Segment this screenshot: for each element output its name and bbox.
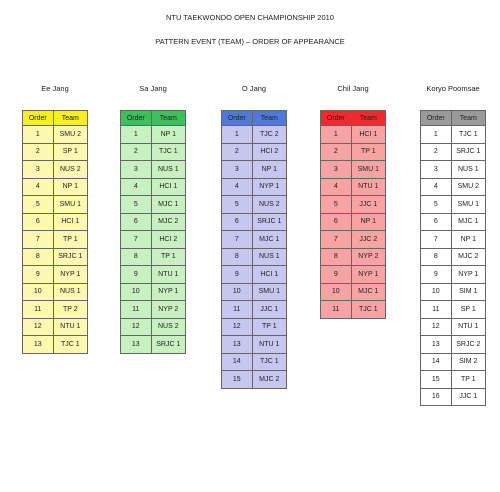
- team-cell: SIM 1: [451, 283, 485, 301]
- order-cell: 2: [421, 143, 452, 161]
- order-cell: 11: [222, 301, 253, 319]
- team-cell: HCI 1: [252, 266, 286, 284]
- order-cell: 9: [121, 266, 152, 284]
- team-cell: SP 1: [53, 143, 87, 161]
- order-cell: 10: [321, 283, 352, 301]
- team-cell: SMU 2: [451, 178, 485, 196]
- table-row: [121, 318, 186, 336]
- column-header-order: Order: [321, 111, 352, 126]
- table-row: [421, 248, 486, 266]
- table-row: [421, 196, 486, 214]
- order-cell: 12: [121, 318, 152, 336]
- team-cell: SMU 1: [451, 196, 485, 214]
- table-header-row: [321, 111, 386, 126]
- team-cell: SMU 1: [252, 283, 286, 301]
- table-row: [321, 143, 386, 161]
- order-cell: 1: [421, 126, 452, 144]
- order-cell: 13: [421, 336, 452, 354]
- order-cell: 7: [222, 231, 253, 249]
- team-cell: NUS 2: [53, 161, 87, 179]
- order-cell: 5: [23, 196, 54, 214]
- team-cell: NUS 1: [151, 161, 185, 179]
- order-cell: 4: [321, 178, 352, 196]
- order-cell: 2: [121, 143, 152, 161]
- order-cell: 4: [222, 178, 253, 196]
- table-header-row: [23, 111, 88, 126]
- table-row: [121, 336, 186, 354]
- group-name: Koryo Poomsae: [426, 84, 480, 93]
- order-cell: 1: [222, 126, 253, 144]
- team-cell: TP 1: [451, 371, 485, 389]
- team-cell: TP 1: [351, 143, 385, 161]
- table-row: [421, 143, 486, 161]
- group-name: O Jang: [241, 84, 267, 93]
- table-row: [421, 371, 486, 389]
- order-cell: 2: [23, 143, 54, 161]
- team-cell: MJC 1: [451, 213, 485, 231]
- table-row: [121, 161, 186, 179]
- team-cell: TP 1: [53, 231, 87, 249]
- order-cell: 11: [23, 301, 54, 319]
- document-subtitle: PATTERN EVENT (TEAM) – ORDER OF APPEARANCE: [155, 37, 345, 46]
- order-cell: 13: [23, 336, 54, 354]
- order-cell: 8: [23, 248, 54, 266]
- team-cell: NTU 1: [53, 318, 87, 336]
- team-cell: NYP 1: [252, 178, 286, 196]
- table-row: [321, 196, 386, 214]
- team-cell: SP 1: [451, 301, 485, 319]
- order-cell: 10: [421, 283, 452, 301]
- group-name: Chil Jang: [337, 84, 369, 93]
- order-cell: 5: [321, 196, 352, 214]
- order-cell: 3: [23, 161, 54, 179]
- team-cell: MJC 1: [252, 231, 286, 249]
- order-cell: 7: [121, 231, 152, 249]
- order-cell: 1: [23, 126, 54, 144]
- order-cell: 1: [121, 126, 152, 144]
- order-cell: 5: [421, 196, 452, 214]
- column-header-team: Team: [53, 111, 87, 126]
- table-row: [23, 318, 88, 336]
- order-cell: 14: [222, 353, 253, 371]
- table-row: [421, 283, 486, 301]
- order-cell: 5: [121, 196, 152, 214]
- column-header-team: Team: [351, 111, 385, 126]
- table-row: [421, 178, 486, 196]
- column-header-order: Order: [23, 111, 54, 126]
- table-row: [23, 143, 88, 161]
- table-row: [222, 266, 287, 284]
- team-cell: SRJC 1: [151, 336, 185, 354]
- team-cell: SMU 1: [53, 196, 87, 214]
- team-cell: TJC 2: [252, 126, 286, 144]
- team-cell: NP 1: [53, 178, 87, 196]
- order-cell: 9: [421, 266, 452, 284]
- order-cell: 5: [222, 196, 253, 214]
- order-cell: 6: [121, 213, 152, 231]
- table-row: [23, 196, 88, 214]
- order-table: [420, 110, 486, 406]
- table-row: [23, 231, 88, 249]
- table-row: [421, 213, 486, 231]
- table-row: [222, 301, 287, 319]
- order-cell: 10: [23, 283, 54, 301]
- team-cell: NYP 1: [451, 266, 485, 284]
- team-cell: HCI 2: [151, 231, 185, 249]
- order-cell: 11: [421, 301, 452, 319]
- table-row: [121, 213, 186, 231]
- table-row: [421, 126, 486, 144]
- table-row: [23, 301, 88, 319]
- table-row: [121, 301, 186, 319]
- table-row: [321, 178, 386, 196]
- table-row: [222, 248, 287, 266]
- order-cell: 6: [421, 213, 452, 231]
- order-cell: 8: [321, 248, 352, 266]
- team-cell: NTU 1: [151, 266, 185, 284]
- order-cell: 4: [23, 178, 54, 196]
- order-cell: 6: [222, 213, 253, 231]
- table-row: [222, 318, 287, 336]
- order-cell: 8: [222, 248, 253, 266]
- order-cell: 3: [421, 161, 452, 179]
- table-header-row: [121, 111, 186, 126]
- order-cell: 1: [321, 126, 352, 144]
- table-row: [421, 318, 486, 336]
- table-row: [321, 283, 386, 301]
- table-row: [222, 196, 287, 214]
- team-cell: SMU 1: [351, 161, 385, 179]
- order-cell: 11: [321, 301, 352, 319]
- order-cell: 6: [23, 213, 54, 231]
- table-header-row: [222, 111, 287, 126]
- group-name: Ee Jang: [41, 84, 69, 93]
- team-cell: TJC 1: [451, 126, 485, 144]
- table-row: [222, 126, 287, 144]
- document-title: NTU TAEKWONDO OPEN CHAMPIONSHIP 2010: [166, 13, 334, 22]
- order-cell: 6: [321, 213, 352, 231]
- team-cell: NYP 1: [151, 283, 185, 301]
- table-row: [222, 213, 287, 231]
- table-row: [321, 213, 386, 231]
- table-row: [321, 248, 386, 266]
- order-cell: 12: [23, 318, 54, 336]
- table-row: [321, 266, 386, 284]
- team-cell: HCI 1: [53, 213, 87, 231]
- table-row: [121, 266, 186, 284]
- order-cell: 7: [421, 231, 452, 249]
- team-cell: HCI 1: [151, 178, 185, 196]
- table-row: [421, 266, 486, 284]
- team-cell: JJC 1: [252, 301, 286, 319]
- order-cell: 4: [421, 178, 452, 196]
- order-cell: 10: [121, 283, 152, 301]
- team-cell: NUS 2: [252, 196, 286, 214]
- table-row: [121, 143, 186, 161]
- order-cell: 9: [23, 266, 54, 284]
- team-cell: TP 1: [151, 248, 185, 266]
- order-cell: 7: [321, 231, 352, 249]
- team-cell: NYP 2: [351, 248, 385, 266]
- table-row: [421, 353, 486, 371]
- order-cell: 12: [222, 318, 253, 336]
- team-cell: TJC 1: [151, 143, 185, 161]
- order-cell: 7: [23, 231, 54, 249]
- table-row: [421, 301, 486, 319]
- order-cell: 3: [121, 161, 152, 179]
- table-row: [222, 143, 287, 161]
- table-row: [421, 161, 486, 179]
- team-cell: TP 1: [252, 318, 286, 336]
- group-name: Sa Jang: [139, 84, 167, 93]
- order-cell: 2: [222, 143, 253, 161]
- team-cell: JJC 1: [451, 388, 485, 406]
- team-cell: MJC 2: [451, 248, 485, 266]
- order-cell: 16: [421, 388, 452, 406]
- team-cell: NYP 1: [53, 266, 87, 284]
- order-table: [120, 110, 186, 354]
- order-cell: 4: [121, 178, 152, 196]
- table-row: [222, 178, 287, 196]
- table-row: [121, 231, 186, 249]
- column-header-order: Order: [421, 111, 452, 126]
- team-cell: TP 2: [53, 301, 87, 319]
- table-row: [222, 353, 287, 371]
- team-cell: NUS 2: [151, 318, 185, 336]
- table-row: [222, 371, 287, 389]
- team-cell: SRJC 1: [53, 248, 87, 266]
- team-cell: MJC 2: [151, 213, 185, 231]
- team-cell: SRJC 2: [451, 336, 485, 354]
- team-cell: MJC 2: [252, 371, 286, 389]
- table-row: [23, 248, 88, 266]
- column-header-team: Team: [451, 111, 485, 126]
- order-cell: 15: [222, 371, 253, 389]
- order-cell: 13: [222, 336, 253, 354]
- team-cell: NYP 1: [351, 266, 385, 284]
- table-row: [321, 161, 386, 179]
- team-cell: NTU 1: [252, 336, 286, 354]
- order-cell: 9: [222, 266, 253, 284]
- order-cell: 3: [222, 161, 253, 179]
- table-row: [321, 126, 386, 144]
- table-row: [23, 126, 88, 144]
- table-row: [421, 231, 486, 249]
- team-cell: NYP 2: [151, 301, 185, 319]
- order-cell: 2: [321, 143, 352, 161]
- team-cell: NP 1: [451, 231, 485, 249]
- table-row: [23, 336, 88, 354]
- table-header-row: [421, 111, 486, 126]
- order-cell: 13: [121, 336, 152, 354]
- team-cell: JJC 2: [351, 231, 385, 249]
- table-row: [23, 266, 88, 284]
- order-cell: 11: [121, 301, 152, 319]
- team-cell: HCI 2: [252, 143, 286, 161]
- order-cell: 8: [121, 248, 152, 266]
- order-cell: 14: [421, 353, 452, 371]
- column-header-order: Order: [121, 111, 152, 126]
- team-cell: MJC 1: [151, 196, 185, 214]
- team-cell: SIM 2: [451, 353, 485, 371]
- order-cell: 3: [321, 161, 352, 179]
- table-row: [321, 301, 386, 319]
- team-cell: TJC 1: [351, 301, 385, 319]
- team-cell: NP 1: [252, 161, 286, 179]
- team-cell: NUS 1: [252, 248, 286, 266]
- order-cell: 8: [421, 248, 452, 266]
- team-cell: JJC 1: [351, 196, 385, 214]
- table-row: [121, 126, 186, 144]
- table-row: [222, 231, 287, 249]
- table-row: [121, 283, 186, 301]
- order-table: [22, 110, 88, 354]
- column-header-team: Team: [151, 111, 185, 126]
- team-cell: NUS 1: [451, 161, 485, 179]
- team-cell: TJC 1: [53, 336, 87, 354]
- table-row: [121, 178, 186, 196]
- table-row: [321, 231, 386, 249]
- order-cell: 12: [421, 318, 452, 336]
- order-table: [320, 110, 386, 319]
- team-cell: SRJC 1: [252, 213, 286, 231]
- team-cell: NTU 1: [351, 178, 385, 196]
- table-row: [121, 248, 186, 266]
- team-cell: HCI 1: [351, 126, 385, 144]
- table-row: [222, 336, 287, 354]
- table-row: [23, 178, 88, 196]
- team-cell: SRJC 1: [451, 143, 485, 161]
- table-row: [222, 161, 287, 179]
- table-row: [121, 196, 186, 214]
- table-row: [222, 283, 287, 301]
- table-row: [421, 388, 486, 406]
- team-cell: MJC 1: [351, 283, 385, 301]
- team-cell: NP 1: [351, 213, 385, 231]
- column-header-team: Team: [252, 111, 286, 126]
- team-cell: NP 1: [151, 126, 185, 144]
- team-cell: TJC 1: [252, 353, 286, 371]
- order-cell: 9: [321, 266, 352, 284]
- order-cell: 10: [222, 283, 253, 301]
- table-row: [421, 336, 486, 354]
- order-table: [221, 110, 287, 389]
- team-cell: NUS 1: [53, 283, 87, 301]
- team-cell: NTU 1: [451, 318, 485, 336]
- column-header-order: Order: [222, 111, 253, 126]
- team-cell: SMU 2: [53, 126, 87, 144]
- table-row: [23, 283, 88, 301]
- table-row: [23, 161, 88, 179]
- order-cell: 15: [421, 371, 452, 389]
- table-row: [23, 213, 88, 231]
